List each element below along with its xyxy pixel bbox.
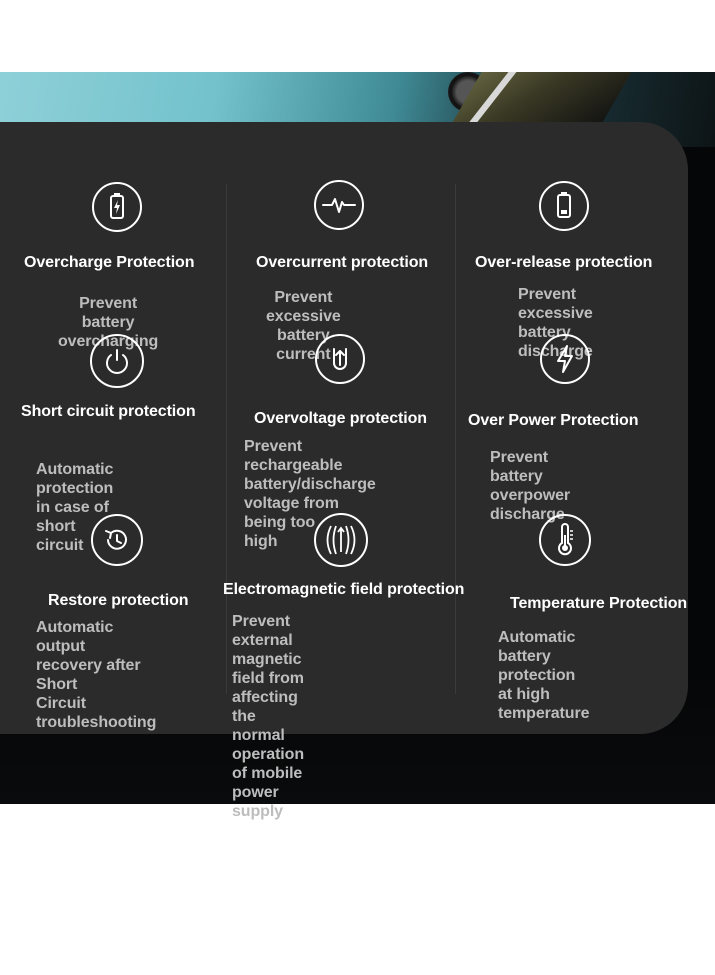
power-icon bbox=[90, 334, 144, 388]
feature-title: Electromagnetic field protection bbox=[223, 581, 465, 598]
magnet-up-icon bbox=[315, 334, 365, 384]
lightning-icon bbox=[540, 334, 590, 384]
column-divider bbox=[226, 184, 227, 694]
feature-description: Prevent battery overpower discharge bbox=[490, 449, 571, 523]
feature-title: Short circuit protection bbox=[21, 403, 196, 420]
battery-low-icon bbox=[539, 181, 589, 231]
feature-title: Over Power Protection bbox=[468, 412, 639, 429]
restore-clock-icon bbox=[91, 514, 143, 566]
feature-description: Prevent rechargeable battery/discharge voltage from being too high bbox=[244, 438, 376, 550]
feature-description: Prevent excessive battery discharge bbox=[518, 286, 593, 360]
thermometer-icon bbox=[539, 514, 591, 566]
battery-charging-icon bbox=[92, 182, 142, 232]
feature-title: Over-release protection bbox=[475, 254, 653, 271]
feature-description: Prevent excessive battery current bbox=[266, 289, 341, 363]
pulse-icon bbox=[314, 180, 364, 230]
feature-title: Overcharge Protection bbox=[24, 254, 195, 271]
feature-title: Temperature Protection bbox=[510, 595, 688, 612]
feature-description: Prevent battery overcharging bbox=[58, 295, 159, 350]
feature-description: Prevent external magnetic field from affecting the normal operation of mobile power supply bbox=[232, 613, 304, 820]
feature-description: Automatic protection in case of short circuit bbox=[36, 461, 114, 554]
feature-title: Overcurrent protection bbox=[256, 254, 429, 271]
magnetic-field-icon bbox=[314, 513, 368, 567]
feature-title: Overvoltage protection bbox=[254, 410, 427, 427]
feature-description: Automatic output recovery after Short Circuit troubleshooting bbox=[36, 619, 157, 731]
feature-title: Restore protection bbox=[48, 592, 189, 609]
column-divider bbox=[455, 184, 456, 694]
feature-description: Automatic battery protection at high temperature bbox=[498, 629, 590, 722]
